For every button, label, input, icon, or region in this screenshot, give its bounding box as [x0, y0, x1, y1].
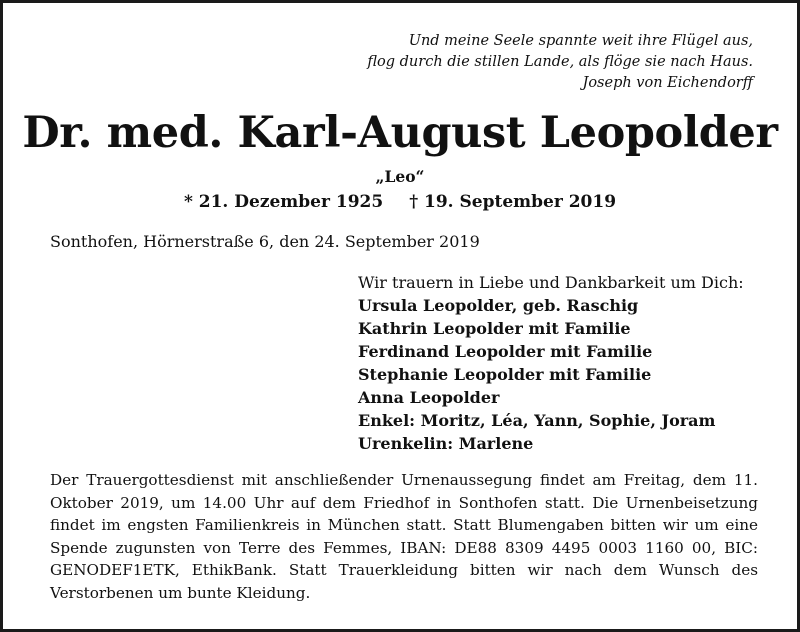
birth-date: * 21. Dezember 1925: [183, 192, 384, 212]
quote-line: Und meine Seele spannte weit ihre Flügel aus,: [408, 33, 753, 49]
mourner-name: Anna Leopolder: [358, 388, 500, 407]
deceased-nickname: „Leo“: [375, 167, 425, 186]
poem-quote: [367, 31, 753, 94]
quote-author: Joseph von Eichendorff: [582, 75, 753, 91]
mourner-great-granddaughter: Urenkelin: Marlene: [358, 434, 534, 453]
service-information: [50, 469, 758, 605]
life-dates: [3, 191, 797, 213]
mourner-name: Ursula Leopolder, geb. Raschig: [358, 296, 639, 315]
mourner-grandchildren: Enkel: Moritz, Léa, Yann, Sophie, Joram: [358, 411, 716, 430]
place-and-date: Sonthofen, Hörnerstraße 6, den 24. September 2019: [50, 232, 480, 251]
mourner-name: Ferdinand Leopolder mit Familie: [358, 342, 653, 361]
mourners-intro: Wir trauern in Liebe und Dankbarkeit um Dich:: [358, 273, 744, 292]
mourners-list: [358, 271, 744, 455]
death-date: † 19. September 2019: [409, 192, 617, 212]
service-text: Der Trauergottesdienst mit anschließender Urnenaussegung findet am Freitag, dem 11. Oktober 2019, um 14.00 Uhr auf dem Friedhof in Sonthofen statt. Die Urnenbeisetzung findet im engsten Familienkreis in München statt. Statt Blumengaben bitten wir um eine Spende zugunsten von Terre des Femmes, IBAN: DE88 8309 4495 0003 1160 00, BIC: GENODEF1ETK, EthikBank. Statt Trauerkleidung bitten wir nach dem Wunsch des Verstorbenen um bunte Kleidung.: [50, 471, 758, 602]
deceased-name: Dr. med. Karl-August Leopolder: [22, 108, 778, 158]
mourner-name: Kathrin Leopolder mit Familie: [358, 319, 631, 338]
mourner-name: Stephanie Leopolder mit Familie: [358, 365, 652, 384]
quote-line: flog durch die stillen Lande, als flöge sie nach Haus.: [367, 54, 753, 70]
